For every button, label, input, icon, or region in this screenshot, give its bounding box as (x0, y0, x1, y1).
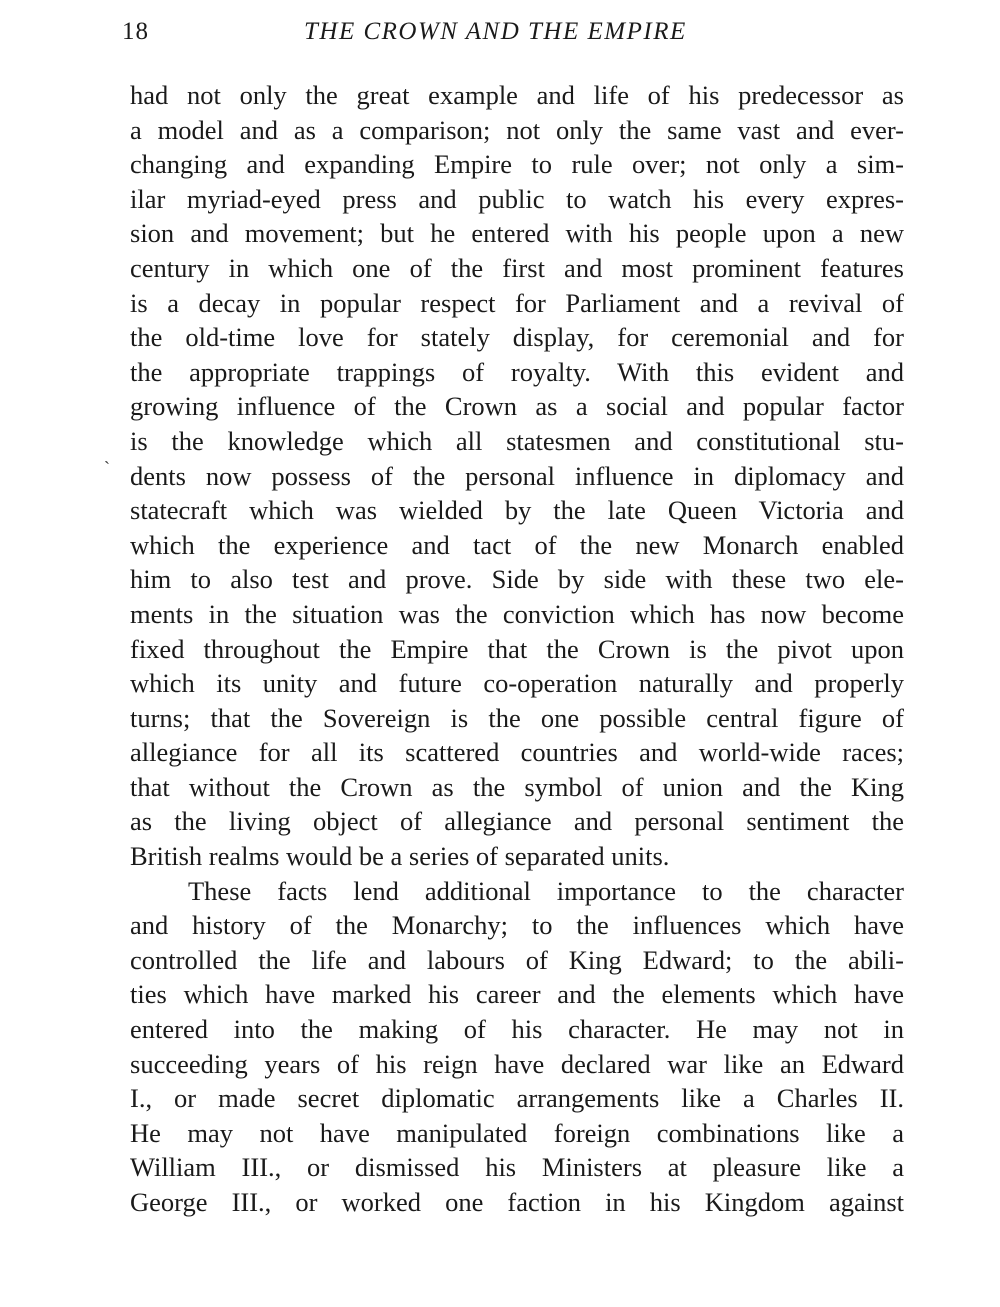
text-line: ments in the situation was the conviction which has now become (130, 598, 904, 629)
text-line: and history of the Monarchy; to the influences which have (130, 910, 904, 941)
text-line: sion and movement; but he entered with his people upon a new (130, 218, 904, 249)
margin-mark: ` (104, 458, 110, 478)
paragraph-1 (130, 78, 904, 874)
text-line: is the knowledge which all statesmen and constitutional stu- (130, 425, 904, 456)
text-line: that without the Crown as the symbol of union and the King (130, 771, 904, 802)
text-line: allegiance for all its scattered countries and world-wide races; (130, 737, 904, 768)
text-line: statecraft which was wielded by the late Queen Victoria and (130, 495, 904, 526)
text-line: George III., or worked one faction in his Kingdom against (130, 1187, 904, 1217)
text-line: him to also test and prove. Side by side with these two ele- (130, 564, 904, 595)
text-line: entered into the making of his character. He may not in (130, 1014, 904, 1045)
text-line: I., or made secret diplomatic arrangements like a Charles II. (130, 1083, 904, 1114)
text-line: succeeding years of his reign have declared war like an Edward (130, 1048, 904, 1079)
paragraph-2 (130, 874, 904, 1220)
text-line: which the experience and tact of the new Monarch enabled (130, 529, 904, 560)
text-line: the old-time love for stately display, for ceremonial and for (130, 322, 904, 353)
text-line: controlled the life and labours of King Edward; to the abili- (130, 944, 904, 975)
text-line: British realms would be a series of separated units. (130, 841, 670, 872)
text-line: a model and as a comparison; not only the same vast and ever- (130, 114, 904, 145)
running-title: THE CROWN AND THE EMPIRE (304, 18, 687, 45)
text-line: century in which one of the first and most prominent features (130, 252, 904, 283)
text-line: William III., or dismissed his Ministers at pleasure like a (130, 1152, 904, 1183)
text-line: which its unity and future co-operation naturally and properly (130, 668, 904, 699)
running-head (0, 18, 1000, 54)
text-line: ties which have marked his career and the elements which have (130, 979, 904, 1010)
text-line: These facts lend additional importance to the character (188, 875, 904, 906)
text-line: is a decay in popular respect for Parliament and a revival of (130, 287, 904, 318)
text-line: growing influence of the Crown as a social and popular factor (130, 391, 904, 422)
text-line: fixed throughout the Empire that the Crown is the pivot upon (130, 633, 904, 664)
text-line: ilar myriad-eyed press and public to watch his every expres- (130, 183, 904, 214)
text-line: turns; that the Sovereign is the one possible central figure of (130, 702, 904, 733)
text-line: dents now possess of the personal influence in diplomacy and (130, 460, 904, 491)
page-number: 18 (122, 18, 149, 45)
text-line: the appropriate trappings of royalty. With this evident and (130, 356, 904, 387)
body-text (130, 78, 904, 1220)
text-line: as the living object of allegiance and personal sentiment the (130, 806, 904, 837)
text-line: He may not have manipulated foreign combinations like a (130, 1117, 904, 1148)
text-line: had not only the great example and life of his predecessor as (130, 80, 904, 110)
text-line: changing and expanding Empire to rule over; not only a sim- (130, 149, 904, 180)
